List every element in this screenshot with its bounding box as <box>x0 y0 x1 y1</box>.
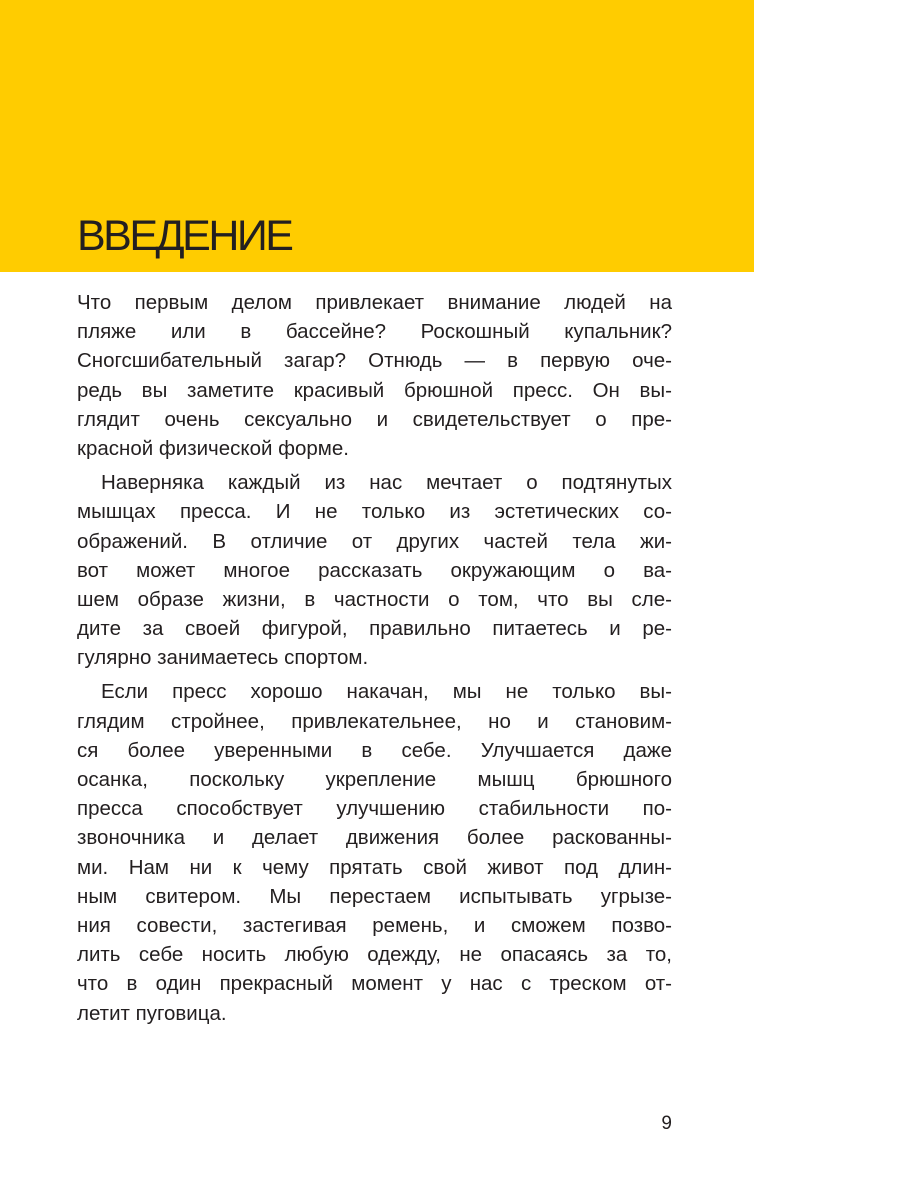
text-line: вот может многое рассказать окружающим о ва- <box>77 558 672 582</box>
text-line: Если пресс хорошо накачан, мы не только вы- <box>101 680 672 704</box>
text-line: глядим стройнее, привлекательнее, но и становим- <box>77 709 672 733</box>
paragraph-2 <box>77 468 672 672</box>
text-line: глядит очень сексуально и свидетельствует о пре- <box>77 407 672 431</box>
text-line: пляже или в бассейне? Роскошный купальник? <box>77 320 672 344</box>
text-line: что в один прекрасный момент у нас с треском от- <box>77 972 672 996</box>
text-line: ным свитером. Мы перестаем испытывать угрызе- <box>77 884 672 908</box>
page-number: 9 <box>661 1113 672 1134</box>
text-line: шем образе жизни, в частности о том, что вы сле- <box>77 587 672 611</box>
text-line: осанка, поскольку укрепление мышц брюшного <box>77 768 672 791</box>
text-line: летит пуговица. <box>77 1001 227 1025</box>
text-line: Наверняка каждый из нас мечтает о подтянутых <box>101 471 672 495</box>
text-line: Сногсшибательный загар? Отнюдь — в первую оче- <box>77 349 672 373</box>
text-line: дите за своей фигурой, правильно питаетесь и ре- <box>77 617 672 641</box>
text-line: звоночника и делает движения более раскованны- <box>77 826 672 850</box>
text-line: Что первым делом привлекает внимание людей на <box>77 291 672 314</box>
text-line: гулярно занимаетесь спортом. <box>77 646 369 670</box>
text-line: ния совести, застегивая ремень, и сможем позво- <box>77 913 672 937</box>
paragraph-1 <box>77 288 672 463</box>
text-line: красной физической форме. <box>77 436 349 460</box>
text-line: редь вы заметите красивый брюшной пресс. Он вы- <box>77 378 672 402</box>
paragraph-3 <box>77 677 672 1027</box>
text-line: пресса способствует улучшению стабильности по- <box>77 797 672 821</box>
text-line: мышцах пресса. И не только из эстетических со- <box>77 500 672 524</box>
text-line: ми. Нам ни к чему прятать свой живот под длин- <box>77 855 672 879</box>
text-line: ображений. В отличие от других частей тела жи- <box>77 529 672 553</box>
text-line: ся более уверенными в себе. Улучшается даже <box>77 738 672 762</box>
chapter-title: ВВЕДЕНИЕ <box>77 212 292 260</box>
body-text <box>77 288 672 1033</box>
text-line: лить себе носить любую одежду, не опасаясь за то, <box>77 943 672 967</box>
